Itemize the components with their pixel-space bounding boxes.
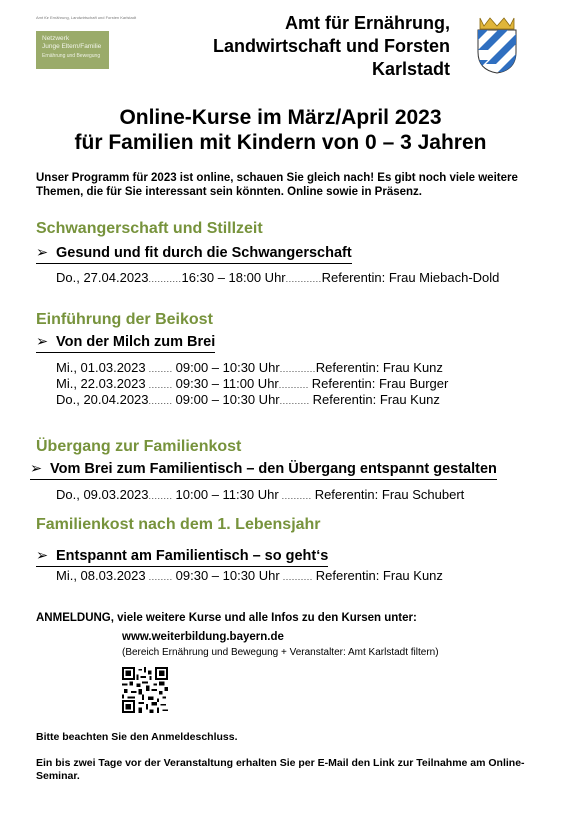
course-title-text: Entspannt am Familientisch – so geht‘s: [56, 548, 329, 564]
course-title-text: Vom Brei zum Familientisch – den Übergang entspannt gestalten: [50, 461, 497, 477]
speaker: Referentin: Frau Schubert: [314, 487, 465, 502]
section-heading-familienkost: Übergang zur Familienkost: [36, 438, 242, 455]
section-heading-lebensjahr: Familienkost nach dem 1. Lebensjahr: [36, 516, 321, 533]
course-title-text: Von der Milch zum Brei: [56, 334, 216, 350]
registration-heading: ANMELDUNG, viele weitere Kurse und alle Infos zu den Kursen unter:: [36, 612, 417, 624]
office-header: [213, 12, 450, 81]
course-title-lebensjahr: [36, 547, 328, 567]
time: 09:30 – 10:30 Uhr: [175, 568, 280, 583]
logo-line2: Junge Eltern/Familie: [42, 43, 102, 50]
qr-code-icon[interactable]: [122, 667, 168, 713]
date: Mi., 08.03.2023: [56, 568, 146, 583]
title-line2: für Familien mit Kindern von 0 – 3 Jahren: [74, 131, 487, 154]
date: Mi., 22.03.2023: [56, 376, 146, 391]
logo-line1: Netzwerk: [42, 35, 70, 42]
speaker: Referentin: Frau Burger: [311, 376, 449, 391]
intro-text: Unser Programm für 2023 ist online, schauen Sie gleich nach! Es gibt noch viele weitere Themen, die für Sie interessant sein könnten. Online sowie in Präsenz.: [36, 172, 518, 198]
time: 10:00 – 11:30 Uhr: [175, 487, 279, 502]
time: 09:30 – 11:00 Uhr: [175, 376, 279, 391]
arrowhead-bullet-icon: ➢: [36, 245, 49, 261]
speaker: Referentin: Frau Kunz: [315, 360, 443, 375]
section-heading-pregnancy: Schwangerschaft und Stillzeit: [36, 220, 263, 237]
header-line3: Karlstadt: [371, 59, 450, 79]
speaker: Referentin: Frau Kunz: [312, 392, 440, 407]
date-row: Mi., 08.03.2023 ........ 09:30 – 10:30 Uhr .......... Referentin: Frau Kunz: [56, 568, 443, 583]
arrowhead-bullet-icon: ➢: [30, 461, 43, 477]
arrowhead-bullet-icon: ➢: [36, 334, 49, 350]
email-note: Ein bis zwei Tage vor der Veranstaltung erhalten Sie per E-Mail den Link zur Teilnahme am Online-Seminar.: [36, 757, 525, 782]
page-title: [0, 105, 561, 155]
time: 16:30 – 18:00 Uhr: [181, 270, 286, 285]
registration-url[interactable]: www.weiterbildung.bayern.de: [122, 631, 284, 643]
title-line1: Online-Kurse im März/April 2023: [119, 106, 442, 129]
course-title-pregnancy: [36, 244, 352, 264]
date: Do., 27.04.2023: [56, 270, 149, 285]
section-heading-beikost: Einführung der Beikost: [36, 311, 213, 328]
time: 09:00 – 10:30 Uhr: [175, 392, 280, 407]
date: Mi., 01.03.2023: [56, 360, 146, 375]
deadline-note: Bitte beachten Sie den Anmeldeschluss.: [36, 731, 238, 743]
speaker: Referentin: Frau Kunz: [315, 568, 443, 583]
header-line2: Landwirtschaft und Forsten: [212, 36, 450, 56]
date-row: Do., 27.04.2023...........16:30 – 18:00 Uhr............Referentin: Frau Miebach-Dold: [56, 270, 500, 285]
date-row: Do., 09.03.2023........ 10:00 – 11:30 Uhr .......... Referentin: Frau Schubert: [56, 487, 465, 502]
date: Do., 20.04.2023: [56, 392, 149, 407]
registration-url-note: (Bereich Ernährung und Bewegung + Veranstalter: Amt Karlstadt filtern): [122, 647, 439, 658]
network-logo: [36, 31, 109, 69]
course-title-text: Gesund und fit durch die Schwangerschaft: [56, 245, 352, 261]
speaker: Referentin: Frau Miebach-Dold: [321, 270, 500, 285]
date-row: Mi., 01.03.2023 ........ 09:00 – 10:30 Uhr............Referentin: Frau Kunz: [56, 360, 443, 375]
course-title-familienkost: [30, 460, 497, 480]
date: Do., 09.03.2023: [56, 487, 149, 502]
arrowhead-bullet-icon: ➢: [36, 548, 49, 564]
course-title-beikost: [36, 333, 215, 353]
time: 09:00 – 10:30 Uhr: [175, 360, 280, 375]
date-row: Mi., 22.03.2023 ........ 09:30 – 11:00 Uhr.......... Referentin: Frau Burger: [56, 376, 449, 391]
date-row: Do., 20.04.2023........ 09:00 – 10:30 Uhr.......... Referentin: Frau Kunz: [56, 392, 440, 407]
logo-line3: Ernährung und Bewegung: [42, 53, 101, 59]
bavarian-crest-icon: [474, 12, 520, 74]
logo-small-text: Amt für Ernährung, Landwirtschaft und Forsten Karlstadt: [36, 15, 137, 20]
header-line1: Amt für Ernährung,: [285, 13, 450, 33]
